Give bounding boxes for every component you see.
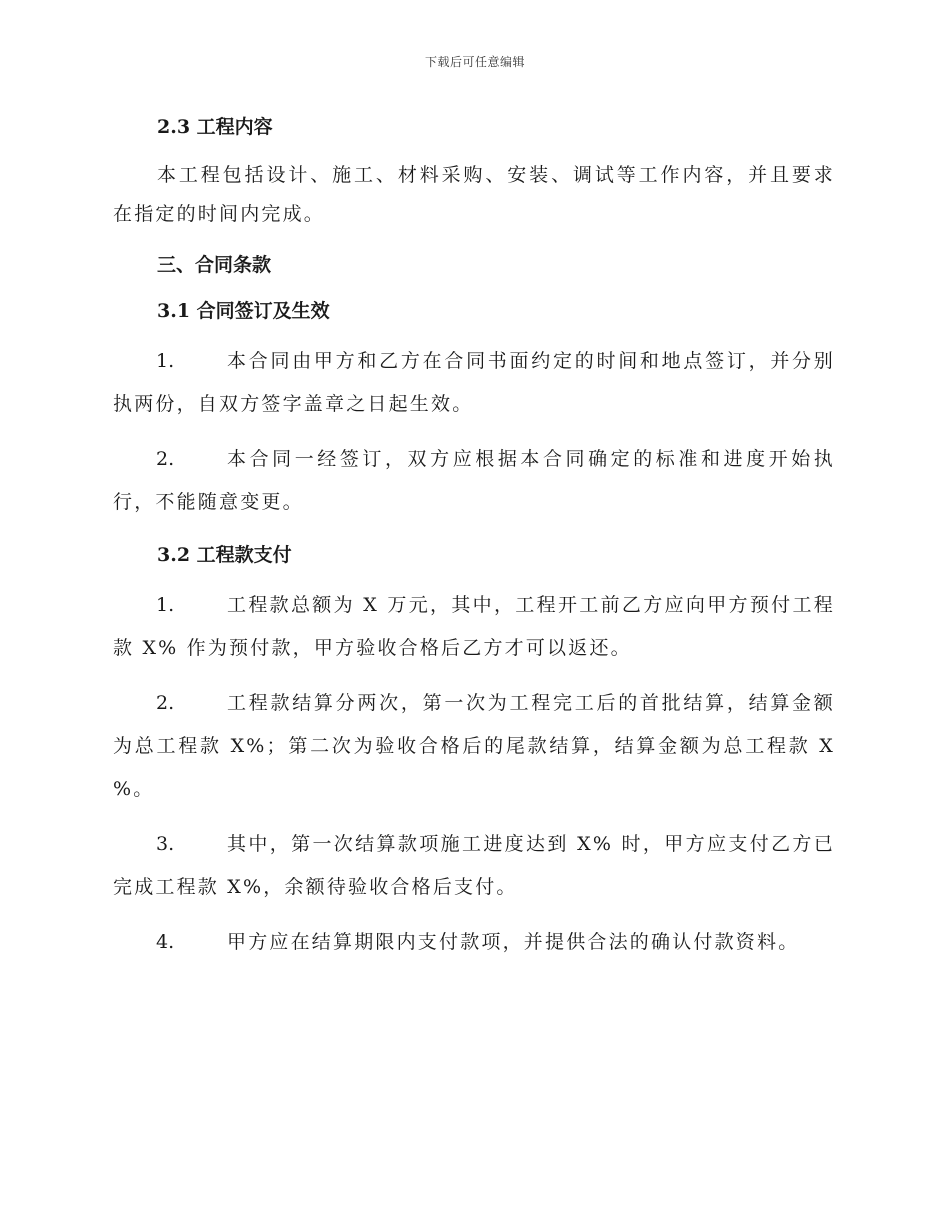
list-item-number: 4.	[156, 931, 175, 953]
list-item-text: 本合同由甲方和乙方在合同书面约定的时间和地点签订，并分别执两份，自双方签字盖章之日起生效。	[113, 350, 835, 415]
section-heading-3-1: 3.1 合同签订及生效	[157, 300, 330, 322]
section-heading-2-3: 2.3 工程内容	[157, 116, 273, 138]
list-item-number: 2.	[156, 692, 175, 714]
list-item-number: 1.	[156, 594, 175, 616]
list-item-3-1-2	[113, 438, 835, 524]
list-item-3-2-4	[113, 921, 835, 964]
document-body	[113, 110, 835, 964]
list-item-number: 3.	[156, 833, 175, 855]
list-item-3-1-1	[113, 340, 835, 426]
list-item-3-2-1	[113, 584, 835, 670]
section-heading-3: 三、合同条款	[157, 254, 272, 276]
list-item-3-2-2	[113, 682, 835, 811]
list-item-text: 本合同一经签订，双方应根据本合同确定的标准和进度开始执行，不能随意变更。	[113, 448, 835, 513]
section-heading-3-2: 3.2 工程款支付	[157, 544, 292, 566]
list-item-number: 1.	[156, 350, 175, 372]
list-item-text: 工程款总额为 X 万元，其中，工程开工前乙方应向甲方预付工程款 X% 作为预付款，甲方验收合格后乙方才可以返还。	[113, 594, 835, 659]
list-item-text: 甲方应在结算期限内支付款项，并提供合法的确认付款资料。	[227, 931, 800, 953]
list-item-3-2-3	[113, 823, 835, 909]
list-item-number: 2.	[156, 448, 175, 470]
section-2-3-paragraph: 本工程包括设计、施工、材料采购、安装、调试等工作内容，并且要求在指定的时间内完成。	[113, 164, 835, 225]
list-item-text: 工程款结算分两次，第一次为工程完工后的首批结算，结算金额为总工程款 X%；第二次为验收合格后的尾款结算，结算金额为总工程款 X %。	[113, 692, 835, 800]
page-header: 下载后可任意编辑	[424, 55, 525, 69]
list-item-text: 其中，第一次结算款项施工进度达到 X% 时，甲方应支付乙方已完成工程款 X%，余额待验收合格后支付。	[113, 833, 835, 898]
